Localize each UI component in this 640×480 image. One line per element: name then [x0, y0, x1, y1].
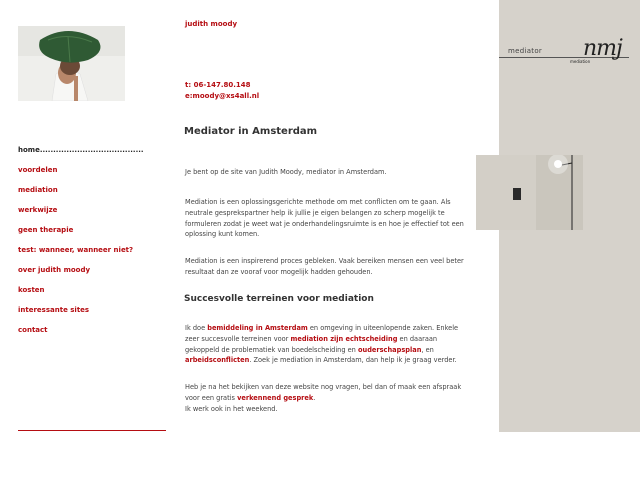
areas-paragraph [185, 323, 465, 366]
phone-number: t: 06-147.80.148 [185, 81, 251, 89]
header-photo-woman-with-leaf [18, 26, 125, 101]
photo-lamp-interior [476, 155, 583, 230]
section-heading-succesvolle-terreinen: Succesvolle terreinen voor mediation [184, 294, 374, 304]
contact-paragraph [185, 382, 465, 414]
nav-item-over-judith-moody[interactable]: over judith moody [18, 266, 91, 274]
nav-item-test[interactable]: test: wanneer, wanneer niet? [18, 246, 134, 254]
nav-item-home[interactable]: home....................................... [18, 146, 144, 154]
areas-text-4: , en [421, 345, 434, 354]
logo-subtext: mediation [570, 59, 591, 64]
link-verkennend-gesprek[interactable]: verkennend gesprek [237, 393, 314, 402]
nav-item-werkwijze[interactable]: werkwijze [18, 206, 58, 214]
link-bemiddeling-amsterdam[interactable]: bemiddeling in Amsterdam [207, 324, 308, 332]
nav-item-kosten[interactable]: kosten [18, 286, 45, 294]
nav-item-mediation[interactable]: mediation [18, 186, 58, 194]
link-mediation-echtscheiding[interactable]: mediation zijn echtscheiding [290, 334, 398, 343]
link-arbeidsconflicten[interactable]: arbeidsconflicten [185, 356, 250, 365]
nav-item-interessante-sites[interactable]: interessante sites [18, 306, 90, 314]
areas-text-2: en omgeving in uiteenlopende zaken. Enkele zeer succesvolle terreinen voor [185, 324, 459, 343]
nav-item-contact[interactable]: contact [18, 326, 48, 334]
nav-item-geen-therapie[interactable]: geen therapie [18, 226, 74, 234]
link-ouderschapsplan[interactable]: ouderschapsplan [357, 345, 422, 354]
mediation-explanation-paragraph: Mediation is een oplossingsgerichte methode om met conflicten om te gaan. Als neutrale gesprekspartner help ik jullie je eigen belangen zo scherp mogelijk te formuleren zodat je weet wat je onderhandelingsruimte is en hoe je effectief tot een oplossing kunt komen. [185, 198, 464, 239]
email-link[interactable]: e:moody@xs4all.nl [185, 92, 260, 100]
logo-mark: nmj [583, 36, 622, 61]
page-title: Mediator in Amsterdam [184, 126, 318, 137]
areas-text-3: en daaraan gekoppeld de problematiek van boedelscheiding en [185, 334, 438, 354]
intro-paragraph: Je bent op de site van Judith Moody, mediator in Amsterdam. [185, 168, 387, 176]
contact-text-2: . [313, 393, 316, 402]
weekend-note: Ik werk ook in het weekend. [185, 404, 278, 413]
inspiring-process-paragraph: Mediation is een inspirerend proces gebleken. Vaak bereiken mensen een veel beter resultaat dan ze vooraf voor mogelijk hadden gehouden. [185, 257, 464, 276]
nav-divider [18, 430, 166, 431]
site-owner-name: judith moody [185, 20, 238, 28]
contact-text-1: Heb je na het bekijken van deze website nog vragen, bel dan of maak een afspraak voor een gratis [185, 383, 462, 402]
areas-text-5: . Zoek je mediation in Amsterdam, dan help ik je graag verder. [249, 356, 457, 365]
main-navigation [18, 145, 168, 345]
areas-text-1: Ik doe [185, 324, 208, 332]
nav-item-voordelen[interactable]: voordelen [18, 166, 58, 174]
logo-word-mediator: mediator [508, 47, 543, 55]
